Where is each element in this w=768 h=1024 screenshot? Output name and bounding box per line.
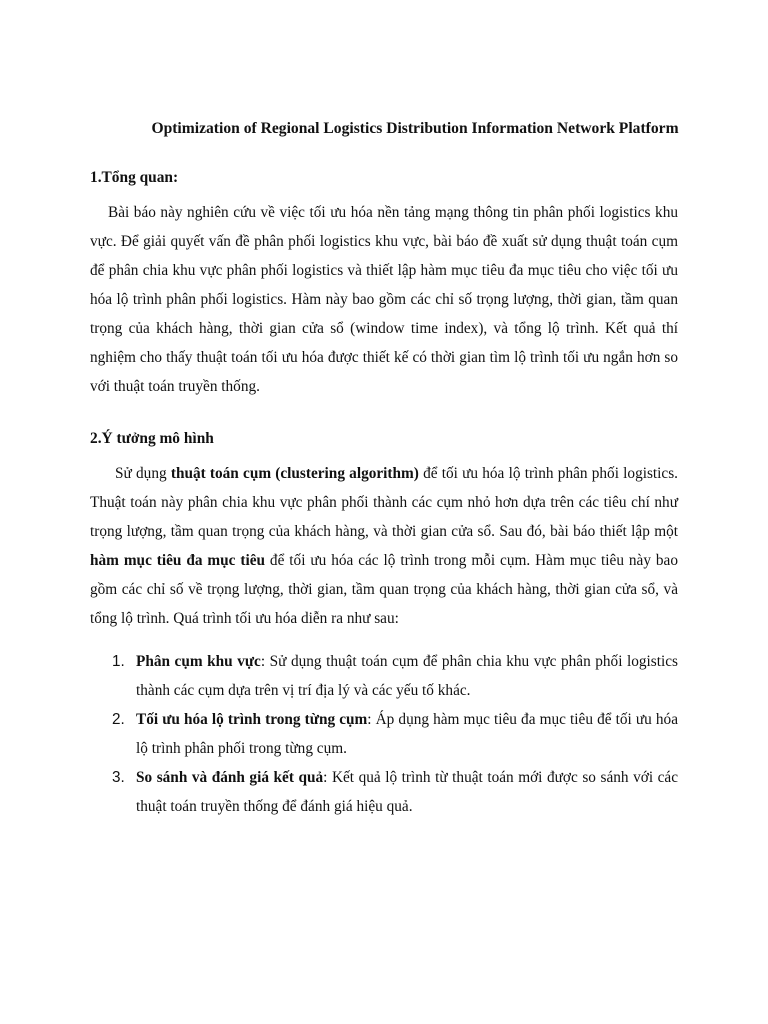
bold-term-objective-function: hàm mục tiêu đa mục tiêu (90, 552, 266, 569)
list-item-number: 1. (112, 653, 125, 670)
document-title: Optimization of Regional Logistics Distribution Information Network Platform (151, 120, 679, 137)
list-item-bold-label: Tối ưu hóa lộ trình trong từng cụm (136, 711, 368, 728)
list-item-bold-label: So sánh và đánh giá kết quả (136, 769, 324, 786)
process-steps-list (90, 647, 678, 821)
list-item-text: : Kết quả lộ trình từ thuật toán mới được so sánh với các thuật toán truyền thống để đánh giá hiệu quả. (136, 769, 678, 815)
paragraph-text: để tối ưu hóa lộ trình phân phối logistics. Thuật toán này phân chia khu vực phân phối thành các cụm nhỏ hơn dựa trên các tiêu chí như trọng lượng, tầm quan trọng của khách hàng, và thời gian cửa sổ. Sau đó, bài báo thiết lập một (90, 465, 678, 540)
paragraph-text: để tối ưu hóa các lộ trình trong mỗi cụm. Hàm mục tiêu này bao gồm các chỉ số về trọng lượng, thời gian, tầm quan trọng của khách hàng, thời gian cửa sổ, và tổng lộ trình. Quá trình tối ưu hóa diễn ra như sau: (90, 552, 678, 627)
model-idea-paragraph (90, 459, 678, 633)
paragraph-text: Sử dụng (115, 465, 171, 482)
section-heading-overview: 1.Tổng quan: (90, 169, 179, 186)
list-item (90, 705, 678, 763)
document-page (90, 114, 678, 821)
overview-paragraph: Bài báo này nghiên cứu về việc tối ưu hóa nền tảng mạng thông tin phân phối logistics khu vực. Để giải quyết vấn đề phân phối logistics khu vực, bài báo đề xuất sử dụng thuật toán cụm để phân chia khu vực phân phối logistics và thiết lập hàm mục tiêu đa mục tiêu cho việc tối ưu hóa lộ trình phân phối logistics. Hàm này bao gồm các chỉ số trọng lượng, thời gian, tầm quan trọng của khách hàng, thời gian cửa sổ (window time index), và tổng lộ trình. Kết quả thí nghiệm cho thấy thuật toán tối ưu hóa được thiết kế có thời gian tìm lộ trình tối ưu ngắn hơn so với thuật toán truyền thống. (90, 204, 678, 395)
list-item (90, 763, 678, 821)
list-item-number: 3. (112, 769, 125, 786)
list-item (90, 647, 678, 705)
list-item-number: 2. (112, 711, 125, 728)
bold-term-clustering: thuật toán cụm (clustering algorithm) (170, 465, 419, 482)
list-item-bold-label: Phân cụm khu vực (136, 653, 261, 670)
section-heading-model-idea: 2.Ý tưởng mô hình (90, 430, 214, 447)
list-item-text: : Áp dụng hàm mục tiêu đa mục tiêu để tối ưu hóa lộ trình phân phối trong từng cụm. (136, 711, 678, 757)
list-item-text: : Sử dụng thuật toán cụm để phân chia khu vực phân phối logistics thành các cụm dựa trên vị trí địa lý và các yếu tố khác. (136, 653, 678, 699)
